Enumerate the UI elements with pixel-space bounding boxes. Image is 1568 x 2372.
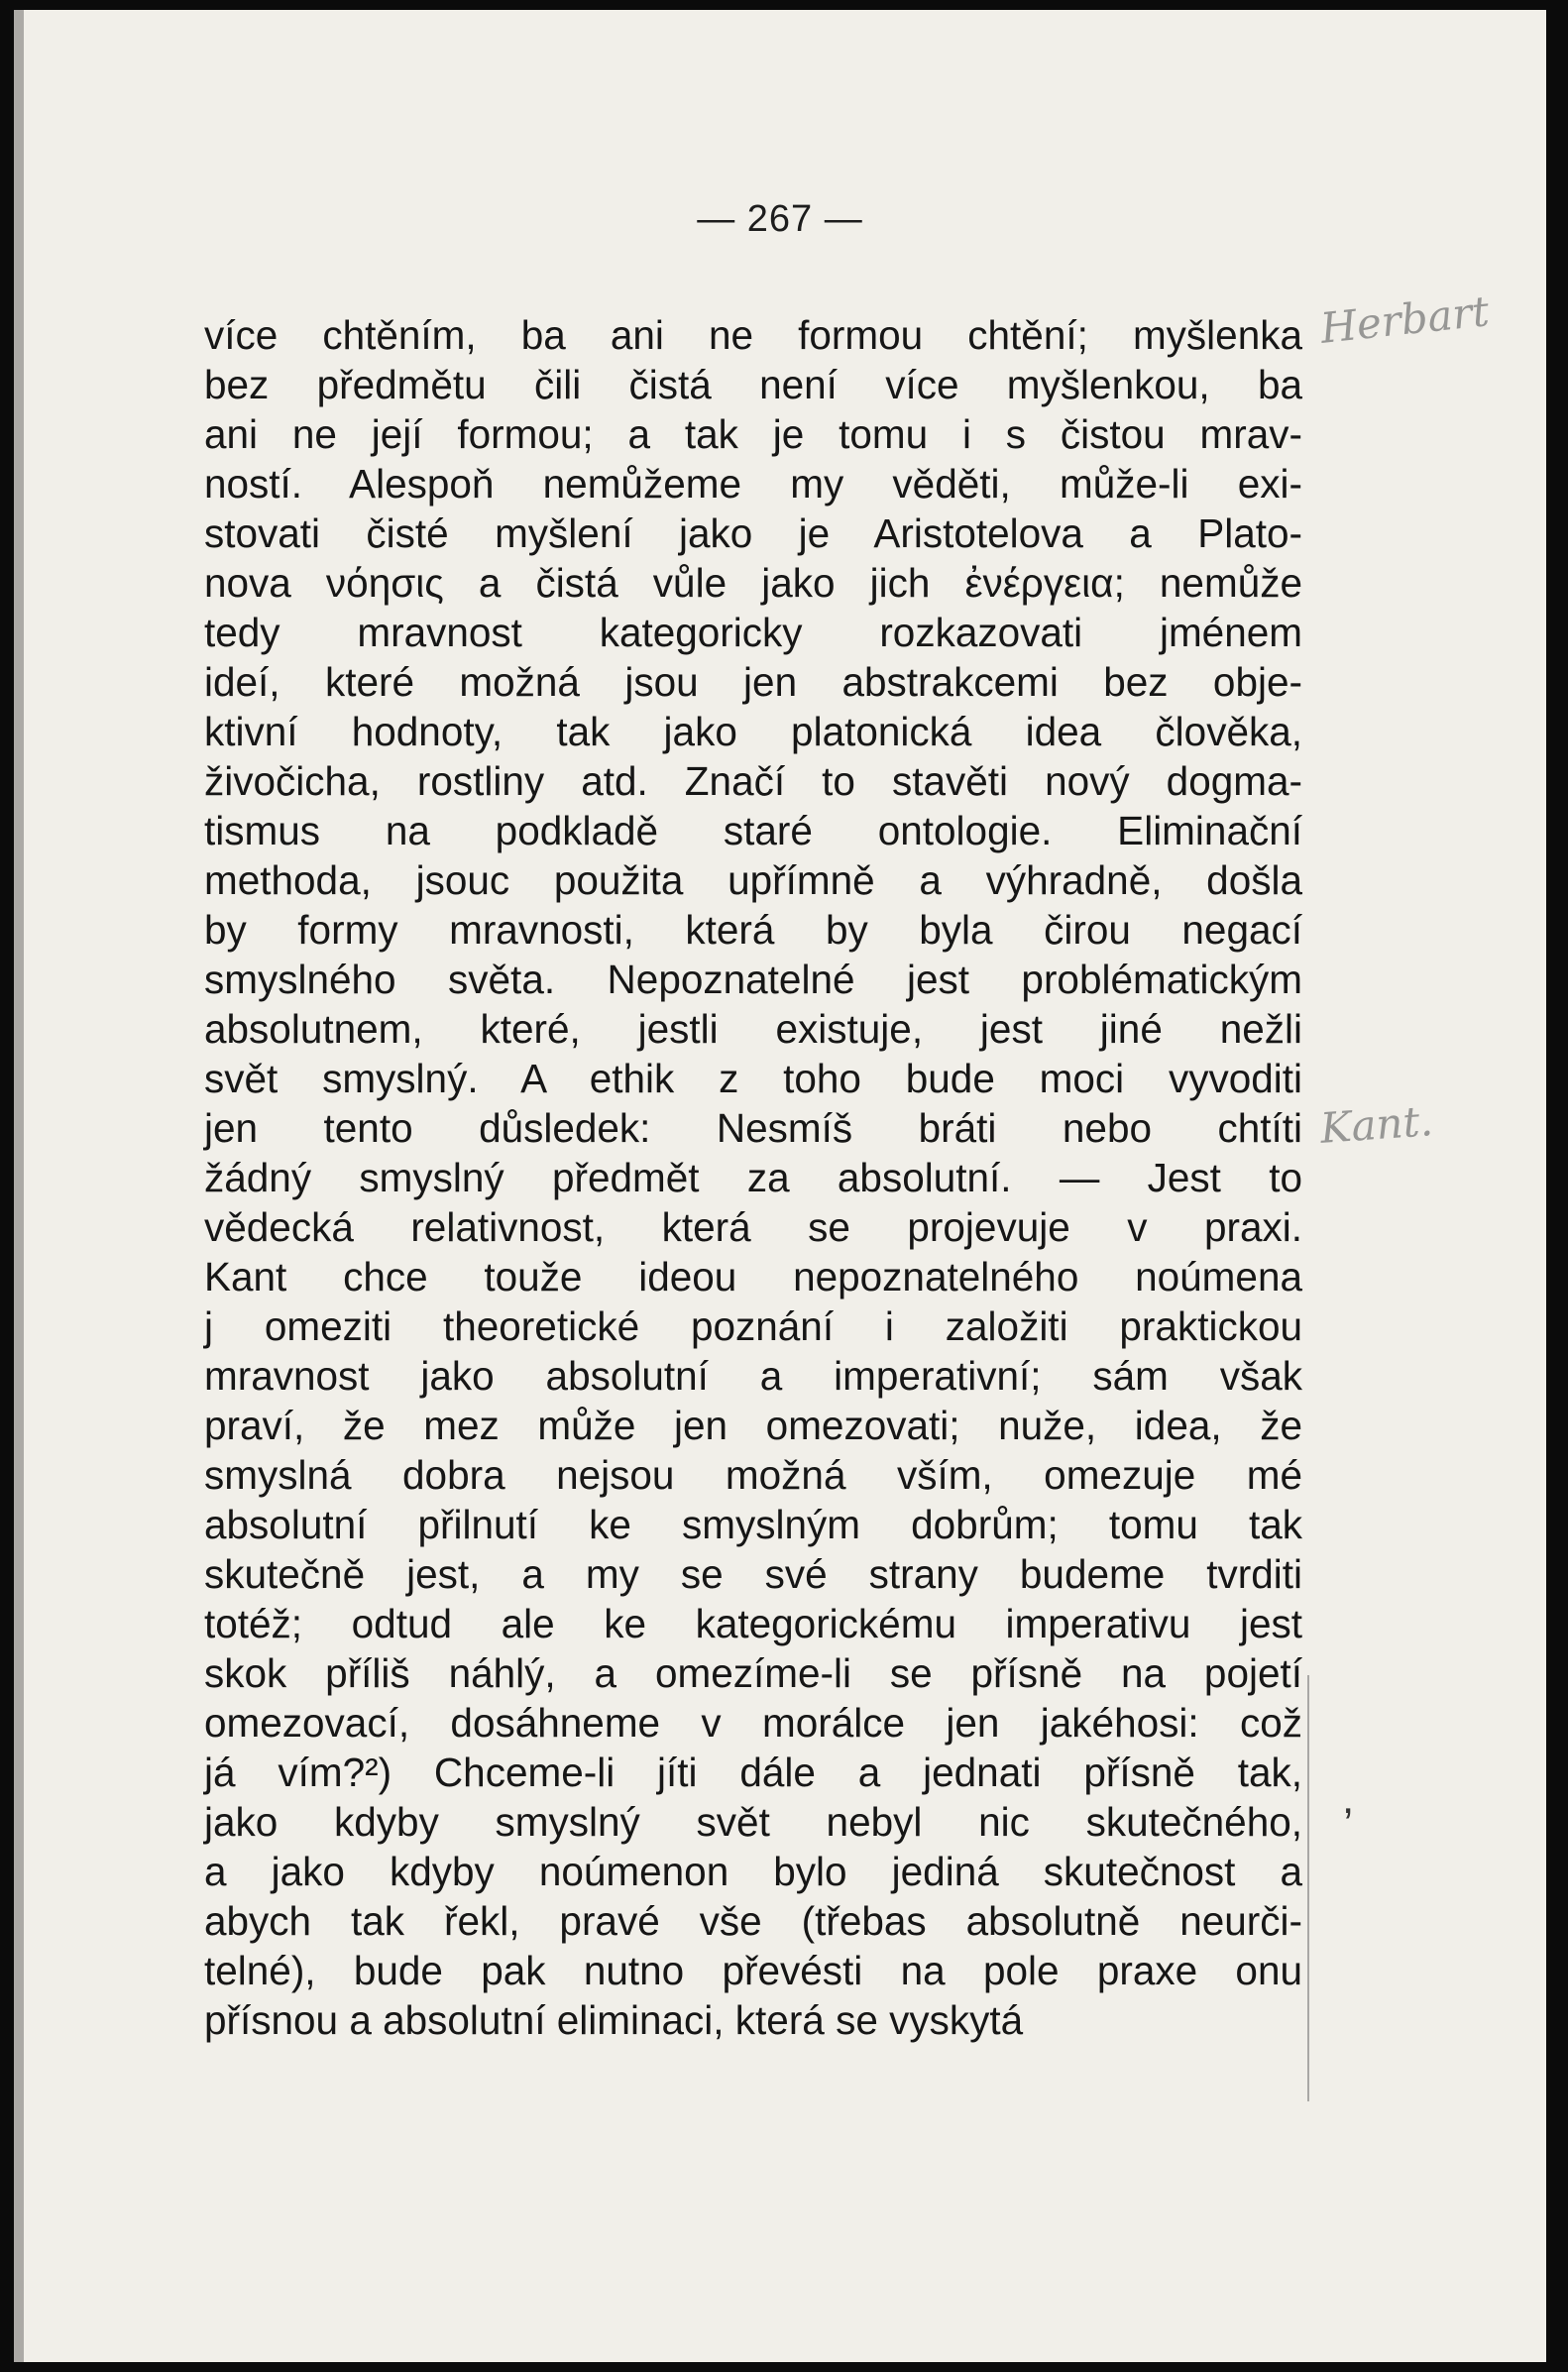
- text-line: více chtěním, ba ani ne formou chtění; myšlenka: [204, 312, 1302, 358]
- text-line: smyslného světa. Nepoznatelné jest problématickým: [204, 957, 1302, 1002]
- text-line: jen tento důsledek: Nesmíš bráti nebo chtíti: [204, 1105, 1302, 1151]
- text-line: by formy mravnosti, která by byla čirou negací: [204, 907, 1302, 953]
- text-line: mravnost jako absolutní a imperativní; sám však: [204, 1353, 1302, 1399]
- text-line: tedy mravnost kategoricky rozkazovati jménem: [204, 610, 1302, 655]
- text-line: praví, že mez může jen omezovati; nuže, idea, že: [204, 1403, 1302, 1448]
- text-line: skok příliš náhlý, a omezíme-li se přísně na pojetí: [204, 1650, 1302, 1696]
- text-line: Kant chce touže ideou nepoznatelného noúmena: [204, 1254, 1302, 1299]
- page-number: — 267 —: [697, 198, 863, 240]
- text-line: totéž; odtud ale ke kategorickému imperativu jest: [204, 1601, 1302, 1646]
- handwritten-note-kant: Kant.: [1318, 1096, 1435, 1153]
- text-line: bez předmětu čili čistá není více myšlenkou, ba: [204, 362, 1302, 407]
- text-line: skutečně jest, a my se své strany budeme tvrditi: [204, 1551, 1302, 1597]
- text-line: stovati čisté myšlení jako je Aristotelova a Plato-: [204, 510, 1302, 556]
- text-line: ani ne její formou; a tak je tomu i s čistou mrav-: [204, 411, 1302, 457]
- text-line: ktivní hodnoty, tak jako platonická idea člověka,: [204, 709, 1302, 754]
- text-line: ideí, které možná jsou jen abstrakcemi bez obje-: [204, 659, 1302, 705]
- text-line: jako kdyby smyslný svět nebyl nic skutečného,: [204, 1799, 1302, 1845]
- text-line: telné), bude pak nutno převésti na pole praxe onu: [204, 1948, 1302, 1993]
- margin-bracket: [1307, 1675, 1309, 2101]
- text-line: smyslná dobra nejsou možná vším, omezuje mé: [204, 1452, 1302, 1498]
- handwritten-note-herbart: Herbart: [1317, 286, 1492, 353]
- text-line: živočicha, rostliny atd. Značí to stavěti nový dogma-: [204, 758, 1302, 804]
- body-text: [204, 310, 1302, 2045]
- text-line: vědecká relativnost, která se projevuje v praxi.: [204, 1204, 1302, 1250]
- text-line: nova νόησις a čistá vůle jako jich ἐνέργεια; nemůže: [204, 560, 1302, 606]
- text-line: svět smyslný. A ethik z toho bude moci vyvoditi: [204, 1056, 1302, 1101]
- text-line: j omeziti theoretické poznání i založiti praktickou: [204, 1303, 1302, 1349]
- text-line: přísnou a absolutní eliminaci, která se vyskytá: [204, 1997, 1024, 2043]
- text-line: absolutnem, které, jestli existuje, jest jiné nežli: [204, 1006, 1302, 1052]
- text-line: tismus na podkladě staré ontologie. Eliminační: [204, 808, 1302, 853]
- text-line: absolutní přilnutí ke smyslným dobrům; tomu tak: [204, 1502, 1302, 1547]
- binding-shadow: [14, 10, 24, 2362]
- margin-mark: ,: [1342, 1774, 1355, 1823]
- text-line: ností. Alespoň nemůžeme my věděti, může-li exi-: [204, 461, 1302, 507]
- text-line: methoda, jsouc použita upřímně a výhradně, došla: [204, 857, 1302, 903]
- text-line: abych tak řekl, pravé vše (třebas absolutně neurči-: [204, 1898, 1302, 1944]
- text-line: omezovací, dosáhneme v morálce jen jakéhosi: což: [204, 1700, 1302, 1746]
- text-line: já vím?²) Chceme-li jíti dále a jednati přísně tak,: [204, 1750, 1302, 1795]
- text-line: žádný smyslný předmět za absolutní. — Jest to: [204, 1155, 1302, 1200]
- text-line: a jako kdyby noúmenon bylo jediná skutečnost a: [204, 1849, 1302, 1894]
- book-page: [14, 10, 1546, 2362]
